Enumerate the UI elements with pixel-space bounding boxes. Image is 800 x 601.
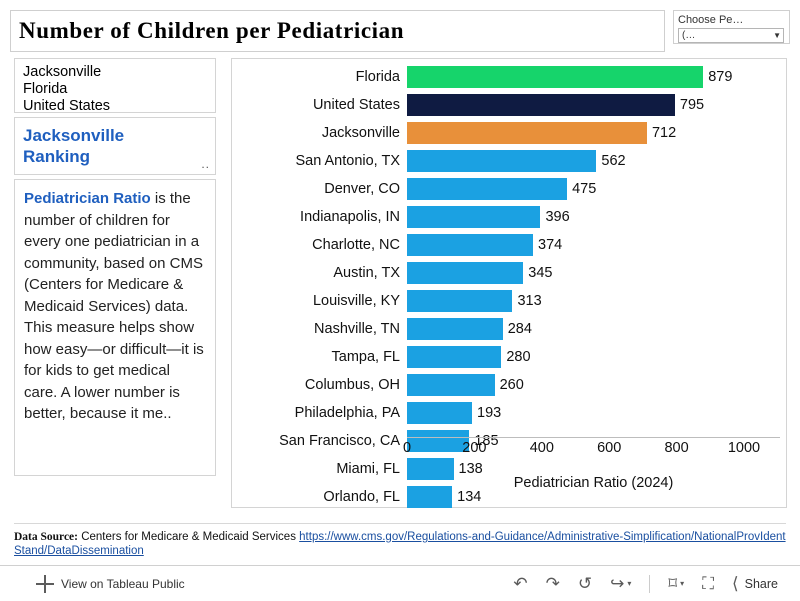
bar[interactable] xyxy=(407,94,675,116)
chevron-down-icon: ▼ xyxy=(773,31,781,40)
left-column xyxy=(14,58,216,476)
x-axis-tick: 0 xyxy=(402,440,412,456)
parameter-value: (… xyxy=(682,30,696,41)
ranking-more-icon[interactable]: .. xyxy=(201,157,210,171)
data-source xyxy=(14,523,786,560)
bar-row[interactable] xyxy=(232,119,786,147)
bar-track xyxy=(407,65,786,89)
bar-row[interactable] xyxy=(232,343,786,371)
title-box xyxy=(10,10,665,52)
bar-category-label: Tampa, FL xyxy=(331,349,400,365)
bar-track xyxy=(407,233,786,257)
bar-row[interactable] xyxy=(232,399,786,427)
bar-category-label: Denver, CO xyxy=(324,181,400,197)
bar-track xyxy=(407,373,786,397)
bar-row[interactable] xyxy=(232,371,786,399)
share-button[interactable] xyxy=(732,575,778,592)
bar-value-label: 345 xyxy=(528,265,553,281)
bar-row[interactable] xyxy=(232,147,786,175)
toolbar-divider xyxy=(649,575,650,593)
bar-category-label: Austin, TX xyxy=(333,265,400,281)
parameter-label: Choose Pe… xyxy=(678,14,744,26)
bar-category-label: San Francisco, CA xyxy=(279,433,400,449)
places-panel[interactable] xyxy=(14,58,216,113)
bar-chart xyxy=(231,58,787,508)
title-row xyxy=(10,10,790,52)
bar-track xyxy=(407,317,786,341)
bar-category-label: Columbus, OH xyxy=(304,377,400,393)
share-label: Share xyxy=(744,576,778,591)
undo-icon[interactable]: ↶ xyxy=(513,574,528,593)
bar[interactable] xyxy=(407,318,503,340)
bar-row[interactable] xyxy=(232,231,786,259)
tableau-logo-icon xyxy=(36,575,54,593)
bar-category-label: Jacksonville xyxy=(321,125,400,141)
bar[interactable] xyxy=(407,178,567,200)
bar-value-label: 280 xyxy=(506,349,531,365)
x-axis-tick: 400 xyxy=(529,440,554,456)
x-axis-tick: 600 xyxy=(597,440,622,456)
x-axis-title: Pediatrician Ratio (2024) xyxy=(513,475,674,491)
toolbar-actions xyxy=(513,575,778,593)
bar[interactable] xyxy=(407,206,540,228)
axis-line xyxy=(407,437,780,438)
bar-track xyxy=(407,261,786,285)
pause-glyph: ⌑ xyxy=(668,574,678,593)
ranking-title-line1: Jacksonville xyxy=(23,126,125,145)
ranking-title-line2: Ranking xyxy=(23,147,91,166)
bar-value-label: 475 xyxy=(572,181,597,197)
description-body: is the number of children for every one pediatrician in a community, based on CMS (Centers for Medicare & Medicaid Services) data. This measure helps show how easy—or difficult—it is for kids to get medical care. A lower number is better, because it me.. xyxy=(24,190,204,422)
bar[interactable] xyxy=(407,346,501,368)
revert-icon[interactable]: ↺ xyxy=(577,574,593,593)
bar-track xyxy=(407,289,786,313)
bar-value-label: 185 xyxy=(474,433,499,449)
bar-value-label: 193 xyxy=(477,405,502,421)
bar-category-label: Florida xyxy=(355,69,400,85)
bar[interactable] xyxy=(407,290,512,312)
page-title: Number of Children per Pediatrician xyxy=(19,18,405,43)
place-item[interactable]: Florida xyxy=(23,81,68,97)
fullscreen-icon[interactable]: ⛶ xyxy=(702,574,714,593)
description-panel xyxy=(14,179,216,476)
x-axis-tick: 800 xyxy=(664,440,689,456)
chevron-down-icon: ▾ xyxy=(680,578,685,588)
bar-category-label: Nashville, TN xyxy=(314,321,400,337)
bar-value-label: 134 xyxy=(457,489,482,505)
pause-updates-icon[interactable] xyxy=(668,575,684,592)
bar-row[interactable] xyxy=(232,287,786,315)
refresh-icon[interactable] xyxy=(610,575,631,592)
bar-track xyxy=(407,149,786,173)
bar-category-label: United States xyxy=(312,97,400,113)
bar-value-label: 138 xyxy=(458,461,483,477)
chevron-down-icon: ▾ xyxy=(627,578,632,588)
bar-row[interactable] xyxy=(232,175,786,203)
bar-category-label: Orlando, FL xyxy=(323,489,400,505)
bar-category-label: San Antonio, TX xyxy=(295,153,400,169)
bar-value-label: 795 xyxy=(679,97,705,113)
bar-category-label: Indianapolis, IN xyxy=(300,209,400,225)
refresh-glyph: ↪ xyxy=(610,574,625,593)
x-axis xyxy=(402,437,780,457)
bar-value-label: 260 xyxy=(499,377,524,393)
place-item[interactable]: United States xyxy=(23,98,111,114)
tableau-toolbar xyxy=(0,565,800,601)
redo-icon[interactable]: ↷ xyxy=(545,574,560,593)
bar[interactable] xyxy=(407,150,596,172)
view-on-tableau-public-button[interactable] xyxy=(36,575,185,593)
x-axis-tick: 200 xyxy=(462,440,487,456)
bar-value-label: 712 xyxy=(651,125,677,141)
bar[interactable] xyxy=(407,122,647,144)
data-source-link[interactable]: https://www.cms.gov/Regulations-and-Guidance/Administrative-Simplification/NationalProvIdentStand/DataDissemination xyxy=(14,531,786,557)
share-icon: ⟨ xyxy=(732,574,739,593)
bar-value-label: 313 xyxy=(517,293,542,309)
bar-track xyxy=(407,345,786,369)
bar-track xyxy=(407,177,786,201)
bar[interactable] xyxy=(407,66,703,88)
bar-row[interactable] xyxy=(232,63,786,91)
bar-value-label: 374 xyxy=(538,237,563,253)
bar-row[interactable] xyxy=(232,259,786,287)
bar-category-label: Louisville, KY xyxy=(312,293,400,309)
parameter-control[interactable] xyxy=(673,10,790,44)
bar[interactable] xyxy=(407,374,495,396)
x-axis-tick: 1000 xyxy=(727,440,761,456)
bar[interactable] xyxy=(407,262,523,284)
bar-value-label: 396 xyxy=(545,209,570,225)
bar-track xyxy=(407,121,786,145)
bar[interactable] xyxy=(407,234,533,256)
bar-row[interactable] xyxy=(232,91,786,119)
data-source-text: Centers for Medicare & Medicaid Services xyxy=(81,531,296,543)
bar-value-label: 879 xyxy=(708,69,733,85)
ranking-panel[interactable] xyxy=(14,117,216,175)
bar-category-label: Philadelphia, PA xyxy=(294,405,400,421)
view-on-tableau-public-label: View on Tableau Public xyxy=(61,576,185,591)
bar-track xyxy=(407,93,786,117)
bar-category-label: Miami, FL xyxy=(336,461,400,477)
place-item[interactable]: Jacksonville xyxy=(23,64,102,80)
bar-row[interactable] xyxy=(232,315,786,343)
parameter-dropdown[interactable] xyxy=(678,28,784,43)
bar-value-label: 562 xyxy=(601,153,626,169)
bar-track xyxy=(407,401,786,425)
data-source-label: Data Source: xyxy=(14,531,78,543)
bar-track xyxy=(407,205,786,229)
bar-value-label: 284 xyxy=(507,321,532,337)
bar-category-label: Charlotte, NC xyxy=(312,237,400,253)
description-lead: Pediatrician Ratio xyxy=(24,190,151,207)
bar-row[interactable] xyxy=(232,203,786,231)
bar[interactable] xyxy=(407,402,472,424)
